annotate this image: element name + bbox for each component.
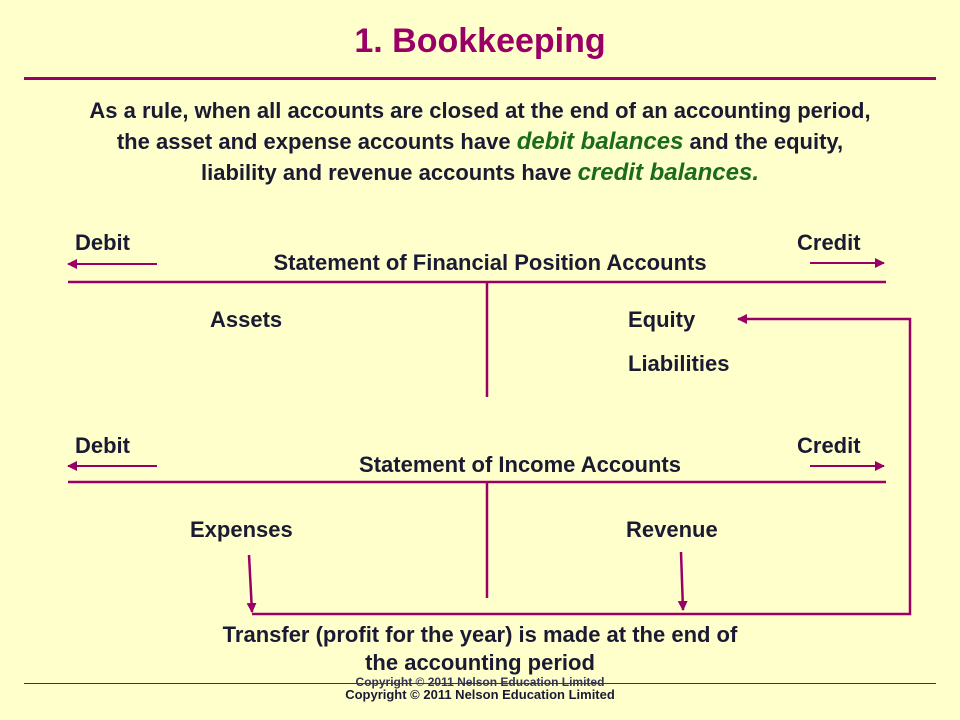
revenue-label: Revenue (626, 517, 718, 542)
assets-label: Assets (210, 307, 283, 332)
copyright: Copyright © 2011 Nelson Education Limited (345, 687, 615, 702)
debit-balances-highlight: debit balances (516, 128, 684, 155)
equity-label: Equity (628, 307, 696, 332)
inc-credit-label: Credit (797, 433, 861, 458)
page-title: 1. Bookkeeping (354, 22, 606, 60)
liabilities-label: Liabilities (628, 351, 730, 376)
copyright-overlay: Copyright © 2011 Nelson Education Limited (355, 675, 605, 689)
fp-debit-label: Debit (75, 230, 130, 255)
credit-balances-highlight: credit balances. (577, 159, 759, 186)
expenses-label: Expenses (190, 517, 293, 542)
inc-debit-label: Debit (75, 433, 130, 458)
revenue-down-arrow (681, 552, 683, 610)
fp-credit-label: Credit (797, 230, 861, 255)
intro-text-part2: and the equity, liability and revenue accounts have (201, 129, 844, 185)
expenses-down-arrow (249, 555, 252, 612)
inc-heading: Statement of Income Accounts (359, 452, 681, 477)
intro-text-part1: As a rule, when all accounts are closed at the end of an accounting period, the asset and expense accounts have (89, 98, 871, 154)
transfer-note: Transfer (profit for the year) is made at the end of the accounting period (222, 622, 738, 675)
fp-heading: Statement of Financial Position Accounts (273, 250, 707, 275)
